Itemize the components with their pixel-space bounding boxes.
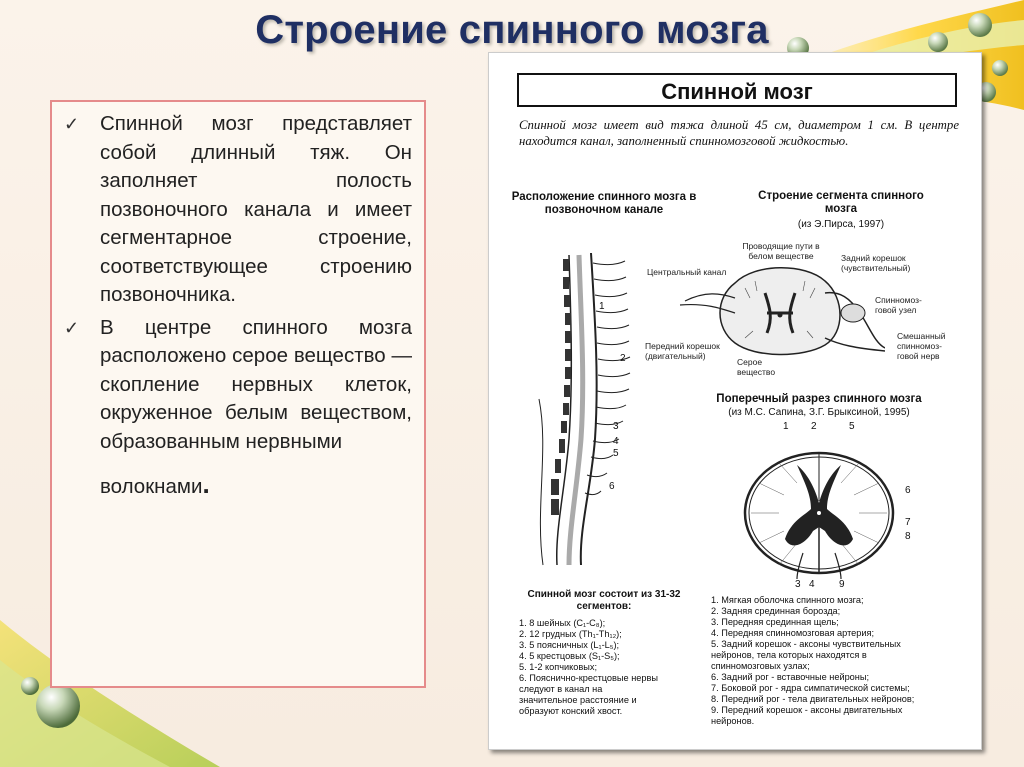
bullet-tail-word: волокнами [100,475,203,498]
location-number: 1 [599,301,605,312]
cross-title: Поперечный разрез спинного мозга [716,393,922,405]
legend-item: нейронов, тела которых находятся в [711,650,867,660]
bullet-list [52,102,424,502]
checkmark-icon: ✓ [64,114,80,134]
legend-item: спинномозговых узлах; [711,661,810,671]
legend-item: 5. Задний корешок - аксоны чувствительных [711,639,901,649]
legend-item: 4. Передняя спинномозговая артерия; [711,628,875,638]
bullet-text: Спинной мозг представляет собой длинный тяж. Он заполняет полость позвоночного канала и имеет сегментарное строение, соответствующее строению позвоночника. [100,112,412,306]
cross-number: 6 [905,485,911,496]
segment-source: (из Э.Пирса, 1997) [797,219,885,230]
location-title: Расположение спинного мозга в позвоночном канале [511,191,697,216]
legend-item: 2. Задняя срединная борозда; [711,606,841,616]
legend-item: нейронов. [711,716,755,726]
segments-title: Спинной мозг состоит из 31-32 сегментов: [527,589,681,612]
segment-label: Центральный канал [647,267,727,277]
segments-list [519,589,689,717]
cross-number: 1 [783,421,789,432]
cross-number: 3 [795,579,801,590]
location-number: 4 [613,436,619,447]
cross-section-legend [711,595,967,727]
legend-item: 8. Передний рог - тела двигательных нейронов; [711,694,915,704]
segment-item: образуют конский хвост. [519,706,623,716]
segment-label: Проводящие пути в белом веществе [742,241,820,261]
segment-label: Задний корешок (чувствительный) [841,253,911,273]
cross-section-illustration [739,443,899,579]
checkmark-icon: ✓ [64,317,80,338]
cross-source: (из М.С. Сапина, З.Г. Брыксиной, 1995) [728,407,910,418]
segment-item: следуют в канал на [519,684,603,694]
cross-number: 9 [839,579,845,590]
segment-title: Строение сегмента спинного мозга [758,190,924,215]
figure-header: Спинной мозг [517,73,957,107]
segment-label: Спинномоз- говой узел [875,295,922,315]
location-number: 2 [620,353,626,364]
location-number: 6 [609,481,615,492]
bullet-tail [100,470,412,502]
location-number: 3 [613,421,619,432]
segment-item: значительное расстояние и [519,695,637,705]
bullet-item [64,314,412,502]
segment-item: 2. 12 грудных (Th₁-Th₁₂); [519,629,622,639]
segment-item: 1. 8 шейных (C₁-C₈); [519,618,606,628]
cross-number: 5 [849,421,855,432]
segment-item: 5. 1-2 копчиковых; [519,662,598,672]
bullet-text: В центре спинного мозга расположено серое вещество — скопление нервных клеток, окруженное белым веществом, образованным нервными [100,315,412,453]
legend-item: 6. Задний рог - вставочные нейроны; [711,672,870,682]
cross-number: 8 [905,531,911,542]
page-title: Строение спинного мозга [255,8,769,52]
legend-item: 9. Передний корешок - аксоны двигательных [711,705,903,715]
segment-item: 4. 5 крестцовых (S₁-S₅); [519,651,620,661]
legend-item: 3. Передняя срединная щель; [711,617,839,627]
cross-number: 2 [811,421,817,432]
segment-item: 3. 5 поясничных (L₁-L₅); [519,640,620,650]
spine-location-illustration [529,249,639,567]
segment-item: 6. Пояснично-крестцовые нервы [519,673,658,683]
figure-panel [488,52,982,750]
text-panel [50,100,426,688]
legend-item: 1. Мягкая оболочка спинного мозга; [711,595,864,605]
figure-intro: Спинной мозг имеет вид тяжа длиной 45 см, диаметром 1 см. В центре находится канал, заполненный спинномозговой жидкостью. [519,118,959,148]
bullet-item [64,110,412,310]
cross-number: 7 [905,517,911,528]
location-number: 5 [613,448,619,459]
cross-number: 4 [809,579,815,590]
legend-item: 7. Боковой рог - ядра симпатической системы; [711,683,910,693]
bullet-period: . [202,469,210,499]
segment-label: Передний корешок (двигательный) [645,341,720,361]
segment-label: Серое вещество [737,357,776,377]
segment-label: Смешанный спинномоз- говой нерв [897,331,946,361]
